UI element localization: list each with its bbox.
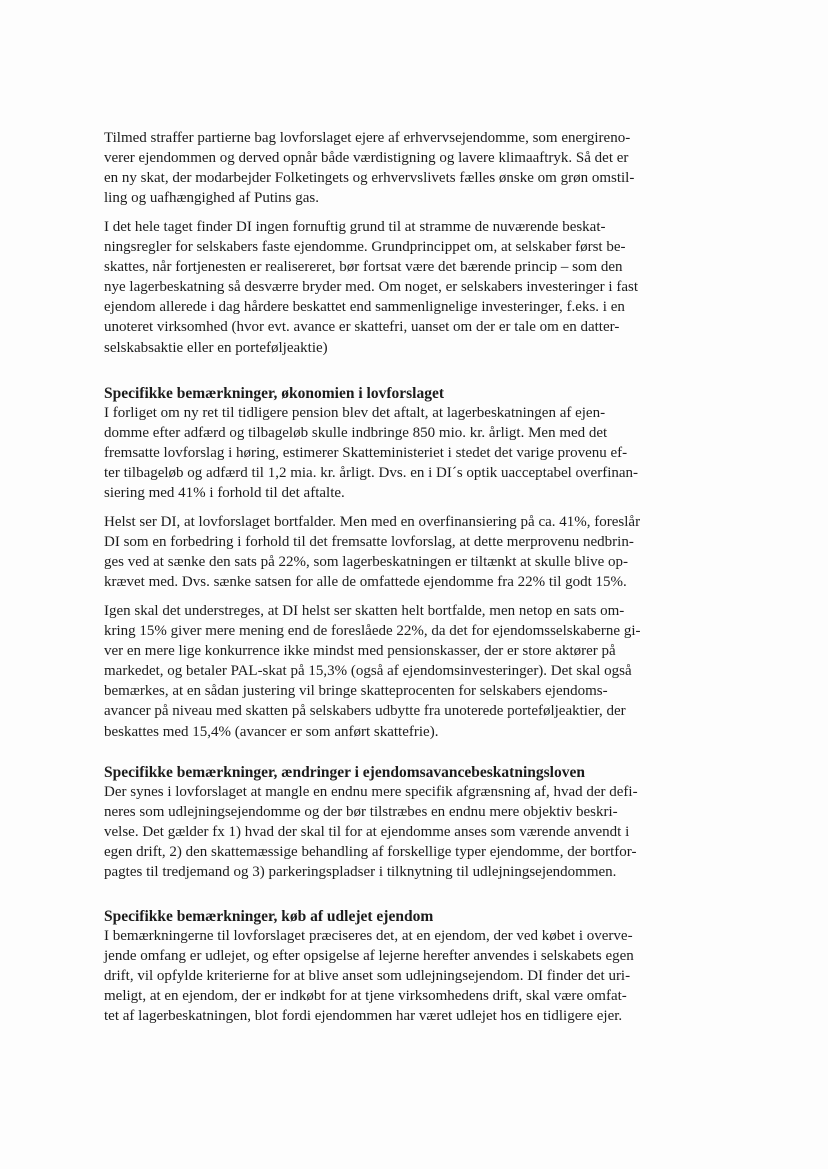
text-line: verer ejendommen og derved opnår både værdistigning og lavere klimaaftryk. Så det er bbox=[104, 150, 629, 167]
text-line: Igen skal det understreges, at DI helst ser skatten helt bortfalde, men netop en sats om- bbox=[104, 603, 625, 619]
paragraph-taxation-rules bbox=[104, 217, 684, 358]
text-line: en ny skat, der modarbejder Folketingets og erhvervslivets fælles ønske om grøn omstil- bbox=[104, 170, 635, 187]
text-line: nye lagerbeskatning så desværre bryder med. Om noget, er selskabers investeringer i fast bbox=[104, 279, 638, 296]
text-line: neres som udlejningsejendomme og der bør tilstræbes en endnu mere objektiv beskri- bbox=[104, 804, 618, 821]
section-property-gains-act bbox=[104, 763, 684, 783]
section-economy bbox=[104, 384, 684, 404]
text-line: egen drift, 2) den skattemæssige behandling af forskellige typer ejendomme, der bortfor- bbox=[104, 844, 637, 861]
text-line: I bemærkningerne til lovforslaget præciseres det, at en ejendom, der ved købet i overve- bbox=[104, 928, 633, 944]
text-line: jende omfang er udlejet, og efter opsigelse af lejerne herefter anvendes i selskabets egen bbox=[104, 948, 634, 965]
text-line: bemærkes, at en sådan justering vil bringe skatteprocenten for selskabers ejendoms- bbox=[104, 683, 608, 700]
section-purchase-rented-property bbox=[104, 907, 684, 927]
text-line: ges ved at sænke den sats på 22%, som lagerbeskatningen er tiltænkt at skulle blive op- bbox=[104, 554, 629, 571]
paragraph-rental-definition bbox=[104, 782, 684, 882]
text-line: I det hele taget finder DI ingen fornuftig grund til at stramme de nuværende beskat- bbox=[104, 219, 606, 235]
text-line: ningsregler for selskabers faste ejendomme. Grundprincippet om, at selskaber først be- bbox=[104, 239, 626, 256]
text-line: ter tilbageløb og adfærd til 1,2 mia. kr. årligt. Dvs. en i DI´s optik uacceptabel overfinan- bbox=[104, 465, 639, 482]
text-line: velse. Det gælder fx 1) hvad der skal til for at ejendomme anses som værende anvendt i bbox=[104, 824, 630, 841]
text-line: meligt, at en ejendom, der er indkøbt for at tjene virksomhedens drift, skal være omfat- bbox=[104, 988, 627, 1005]
section-heading-purchase-rented-property: Specifikke bemærkninger, køb af udlejet ejendom bbox=[104, 908, 434, 925]
text-line: tet af lagerbeskatningen, blot fordi ejendommen har været udlejet hos en tidligere ejer. bbox=[104, 1008, 623, 1025]
text-line: kring 15% giver mere mening end de foreslåede 22%, da det for ejendomsselskaberne gi- bbox=[104, 623, 641, 640]
text-line: avancer på niveau med skatten på selskabers udbytte fra unoterede porteføljeaktier, der bbox=[104, 703, 626, 720]
paragraph-purchase-rented-property bbox=[104, 926, 684, 1026]
paragraph-climate-tax bbox=[104, 128, 684, 208]
text-line: beskattes med 15,4% (avancer er som anført skattefrie). bbox=[104, 723, 439, 740]
text-line: DI som en forbedring i forhold til det fremsatte lovforslag, at dette merprovenu nedbrin- bbox=[104, 534, 634, 551]
text-line: krævet med. Dvs. sænke satsen for alle de omfattede ejendomme fra 22% til godt 15%. bbox=[104, 574, 627, 591]
text-line: selskabsaktie eller en porteføljeaktie) bbox=[104, 339, 328, 356]
text-line: siering med 41% i forhold til det aftalte. bbox=[104, 485, 345, 502]
text-line: Tilmed straffer partierne bag lovforslaget ejere af erhvervsejendomme, som energireno- bbox=[104, 130, 631, 146]
text-line: ver en mere lige konkurrence ikke mindst med pensionskasser, der er store aktører på bbox=[104, 643, 616, 660]
paragraph-economy-rate-reduction bbox=[104, 512, 684, 592]
section-heading-economy: Specifikke bemærkninger, økonomien i lovforslaget bbox=[104, 385, 445, 402]
text-line: I forliget om ny ret til tidligere pension blev det aftalt, at lagerbeskatningen af ejen- bbox=[104, 405, 606, 421]
paragraph-economy-overfinancing bbox=[104, 403, 684, 503]
text-line: domme efter adfærd og tilbageløb skulle indbringe 850 mio. kr. årligt. Men med det bbox=[104, 425, 608, 442]
text-line: Der synes i lovforslaget at mangle en endnu mere specifik afgrænsning af, hvad der defi- bbox=[104, 784, 638, 800]
section-heading-property-gains-act: Specifikke bemærkninger, ændringer i ejendomsavancebeskatningsloven bbox=[104, 764, 585, 781]
text-line: pagtes til tredjemand og 3) parkeringspladser i tilknytning til udlejningsejendommen. bbox=[104, 864, 617, 881]
text-line: Helst ser DI, at lovforslaget bortfalder. Men med en overfinansiering på ca. 41%, foreslår bbox=[104, 514, 641, 530]
text-line: ling og uafhængighed af Putins gas. bbox=[104, 190, 319, 207]
text-line: drift, vil opfylde kriterierne for at blive anset som udlejningsejendom. DI finder det uri- bbox=[104, 968, 631, 985]
text-line: markedet, og betaler PAL-skat på 15,3% (også af ejendomsinvesteringer). Det skal også bbox=[104, 663, 632, 680]
paragraph-economy-competition bbox=[104, 601, 684, 742]
text-line: unoteret virksomhed (hvor evt. avance er skattefri, uanset om der er tale om en datter- bbox=[104, 319, 620, 336]
text-line: ejendom allerede i dag hårdere beskattet end sammenlignelige investeringer, f.eks. i en bbox=[104, 299, 625, 316]
text-line: skattes, når fortjenesten er realisereret, bør fortsat være det bærende princip – som den bbox=[104, 259, 623, 276]
text-line: fremsatte lovforslag i høring, estimerer Skatteministeriet i stedet det varige provenu ef- bbox=[104, 445, 628, 462]
